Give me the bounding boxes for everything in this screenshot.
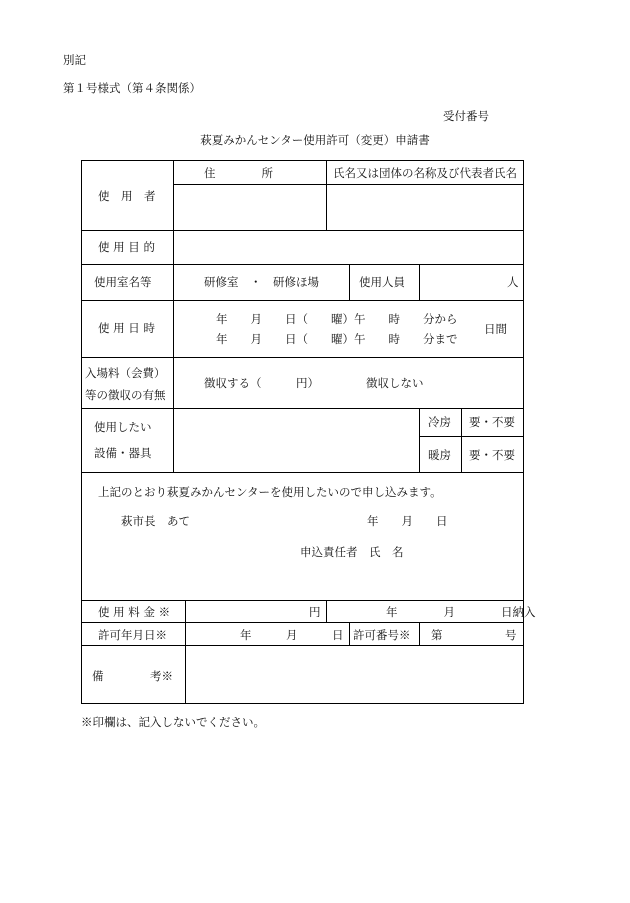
datetime-end[interactable]: 年 月 日（ 曜）午 時 分まで <box>216 332 458 346</box>
address-column-header: 住 所 <box>204 166 273 180</box>
declaration-date[interactable]: 年 月 日 <box>367 514 448 528</box>
cooling-label: 冷房 <box>428 415 451 429</box>
fee-label-line2: 等の徴収の有無 <box>85 388 166 402</box>
signer-label: 申込責任者 氏 名 <box>300 545 404 559</box>
usage-fee-label: 使 用 料 金 ※ <box>98 605 171 619</box>
form-title: 萩夏みかんセンター使用許可（変更）申請書 <box>200 133 430 147</box>
datetime-start[interactable]: 年 月 日（ 曜）午 時 分から <box>216 312 458 326</box>
receipt-number-label: 受付番号 <box>443 109 489 123</box>
remarks-label-left: 備 <box>92 669 104 683</box>
appendix-label: 別記 <box>63 53 86 67</box>
usage-fee-yen: 円 <box>309 605 321 619</box>
addressee: 萩市長 あて <box>121 514 190 528</box>
permit-number-prefix: 第 <box>431 628 443 642</box>
equipment-label-line2: 設備・器具 <box>94 446 152 460</box>
permit-date-value: 年 月 日 <box>240 628 344 642</box>
permit-number-label: 許可番号※ <box>353 628 411 642</box>
room-label: 使用室名等 <box>94 275 152 289</box>
purpose-label: 使 用 目 的 <box>98 240 155 254</box>
fee-label-line1: 入場料（会費） <box>85 366 166 380</box>
remarks-label-right: 考※ <box>150 669 173 683</box>
people-label: 使用人員 <box>359 275 405 289</box>
declaration-text: 上記のとおり萩夏みかんセンターを使用したいので申し込みます。 <box>98 485 442 499</box>
people-unit: 人 <box>507 275 519 289</box>
heating-label: 暖房 <box>428 448 451 462</box>
days-label: 日間 <box>484 322 507 336</box>
footnote: ※印欄は、記入しないでください。 <box>81 715 265 729</box>
datetime-label: 使 用 日 時 <box>98 321 155 335</box>
fee-collect-option[interactable]: 徴収する（ 円） <box>204 376 319 390</box>
permit-date-label: 許可年月日※ <box>98 628 167 642</box>
cooling-option[interactable]: 要・不要 <box>469 415 515 429</box>
name-column-header: 氏名又は団体の名称及び代表者氏名 <box>333 166 517 180</box>
form-number: 第１号様式（第４条関係） <box>63 81 201 95</box>
permit-number-suffix: 号 <box>505 628 517 642</box>
room-options[interactable]: 研修室 ・ 研修ほ場 <box>204 275 319 289</box>
usage-fee-paid-date: 年 月 日納入 <box>386 605 536 619</box>
applicant-label: 使 用 者 <box>98 189 156 203</box>
equipment-label-line1: 使用したい <box>94 420 152 434</box>
equipment-field[interactable] <box>180 420 412 464</box>
fee-no-collect-option[interactable]: 徴収しない <box>366 376 424 390</box>
heating-option[interactable]: 要・不要 <box>469 448 515 462</box>
